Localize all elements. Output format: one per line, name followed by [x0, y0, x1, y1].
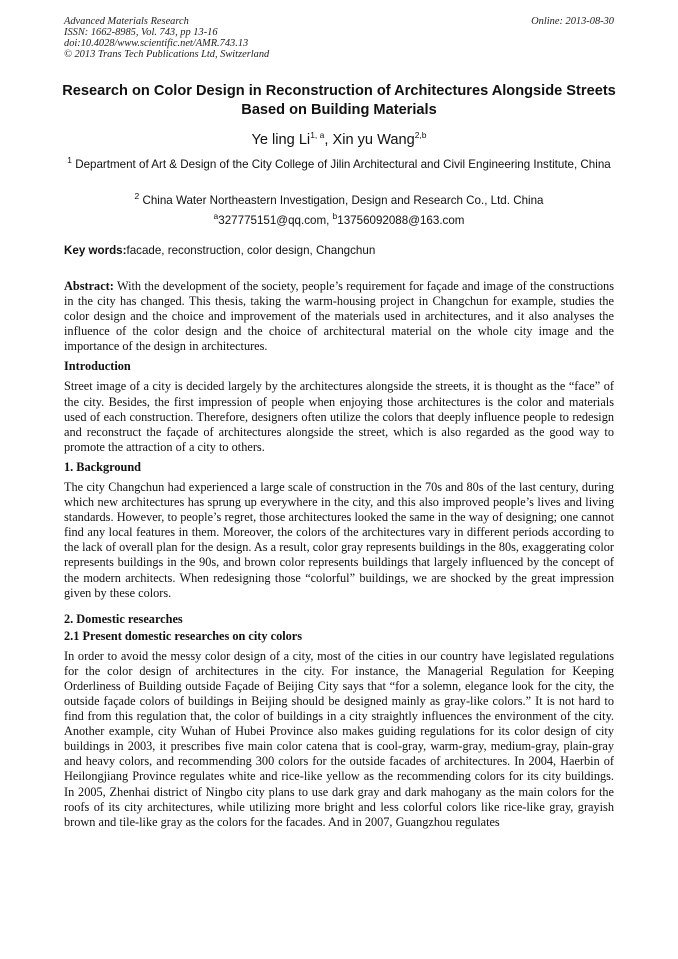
keywords-text: facade, reconstruction, color design, Changchun	[126, 244, 376, 257]
affiliation-1	[64, 157, 614, 173]
affiliation-2	[40, 193, 638, 209]
email-mark: a	[213, 211, 219, 222]
email-mark: b	[332, 211, 338, 222]
paper-body	[64, 279, 614, 835]
abstract-label: Abstract:	[64, 279, 114, 293]
doi-line[interactable]: doi:10.4028/www.scientific.net/AMR.743.13	[64, 38, 249, 49]
affiliation-mark: 1	[67, 155, 72, 166]
issn-line: ISSN: 1662-8985, Vol. 743, pp 13-16	[64, 27, 218, 38]
author-affiliation-mark: 1, a	[310, 130, 325, 141]
author-affiliation-mark: 2,b	[414, 130, 427, 141]
author-line	[40, 131, 638, 150]
email-address[interactable]: 13756092088@163.com	[337, 214, 465, 227]
copyright-line: © 2013 Trans Tech Publications Ltd, Switzerland	[64, 49, 270, 60]
section-heading-introduction: Introduction	[64, 359, 131, 374]
background-paragraph: The city Changchun had experienced a large scale of construction in the 70s and 80s of the last century, during which new architectures has sprung up everywhere in the city, and this also improved people’s lives and living standards. However, to people’s regret, those architectures looked the same in the way of designing; one cannot find any local features in them. Moreover, the colors of the architectures vary in different periods according to the lack of overall plan for the design. As a result, color gray represents buildings in the 80s, exaggerating color represents buildings in the 90s, and brown color represents buildings that largely influenced by the concept of the modern architects. When redesigning those “colorful” buildings, we are shocked by the great impression given by these colors.	[64, 479, 614, 600]
author-name: Ye ling Li	[251, 132, 311, 148]
author-name: Xin yu Wang	[332, 132, 415, 148]
subsection-heading-city-colors: 2.1 Present domestic researches on city colors	[64, 628, 303, 643]
affiliation-text: China Water Northeastern Investigation, Design and Research Co., Ltd. China	[139, 194, 544, 207]
abstract	[64, 279, 614, 354]
paper-title: Research on Color Design in Reconstruction of Architectures Alongside Streets Based on Building Materials	[62, 83, 616, 118]
introduction-paragraph: Street image of a city is decided largely by the architectures alongside the streets, it is thought as the “face” of the city. Besides, the first impression of people when enjoying those architectures is the color and materials used of each construction. Therefore, designers often utilize the colors that deeply influence people to redesign and reconstruct the façade of architectures alongside the street, which is also regarded as the good way to promote the attraction of a city to others.	[64, 379, 614, 454]
journal-name: Advanced Materials Research	[64, 16, 189, 27]
domestic-paragraph: In order to avoid the messy color design of a city, most of the cities in our country have legislated regulations for the color design of architectures in the city. For instance, the Managerial Regulation for Keeping Orderliness of Building outside Façade of Beijing City says that “for a solemn, elegance look for the city, the outside façade colors of buildings in Beijing should be designed mainly as gray-like colors.” It is not hard to find from this regulation that, the color of buildings in a city straightly influences the environment of the city. Another example, city Wuhan of Hubei Province also makes guiding regulations for its color design of city buildings in 2003, it prescribes five main color catena that is cool-gray, warm-gray, medium-gray, plain-gray and heavy colors, and recommending 300 colors for the outside facades of architectures. In 2004, Haerbin of Heilongjiang Province regulates white and rice-like yellow as the recommending colors for its city buildings. In 2005, Zhenhai district of Ningbo city plans to use dark gray and dark mahogany as the main colors for the roofs of its city architectures, while utilizing more bright and less colorful colors like rice-like gray, grayish brown and tile-like gray as the colors for the facades. And in 2007, Guangzhou regulates	[64, 648, 614, 829]
email-line	[40, 213, 638, 229]
keywords-label: Key words:	[64, 244, 127, 257]
email-address[interactable]: 327775151@qq.com,	[218, 214, 333, 227]
section-heading-domestic: 2. Domestic researches	[64, 611, 183, 626]
keywords	[64, 243, 614, 259]
author-separator: ,	[324, 132, 333, 148]
affiliation-text: Department of Art & Design of the City College of Jilin Architectural and Civil Engineering Institute, China	[71, 158, 611, 171]
abstract-text: With the development of the society, people’s requirement for façade and image of the constructions in the city has changed. This thesis, taking the warm-housing project in Changchun for example, studies the color design and the choice and improvement of the materials used in architectures, and it also analyses the influence of the color design and the choice of architectural material on the whole city image and the importance of the design in architectures.	[64, 279, 614, 354]
section-heading-background: 1. Background	[64, 459, 141, 474]
online-date: Online: 2013-08-30	[531, 16, 614, 27]
affiliation-mark: 2	[134, 191, 140, 202]
journal-header	[64, 16, 269, 60]
